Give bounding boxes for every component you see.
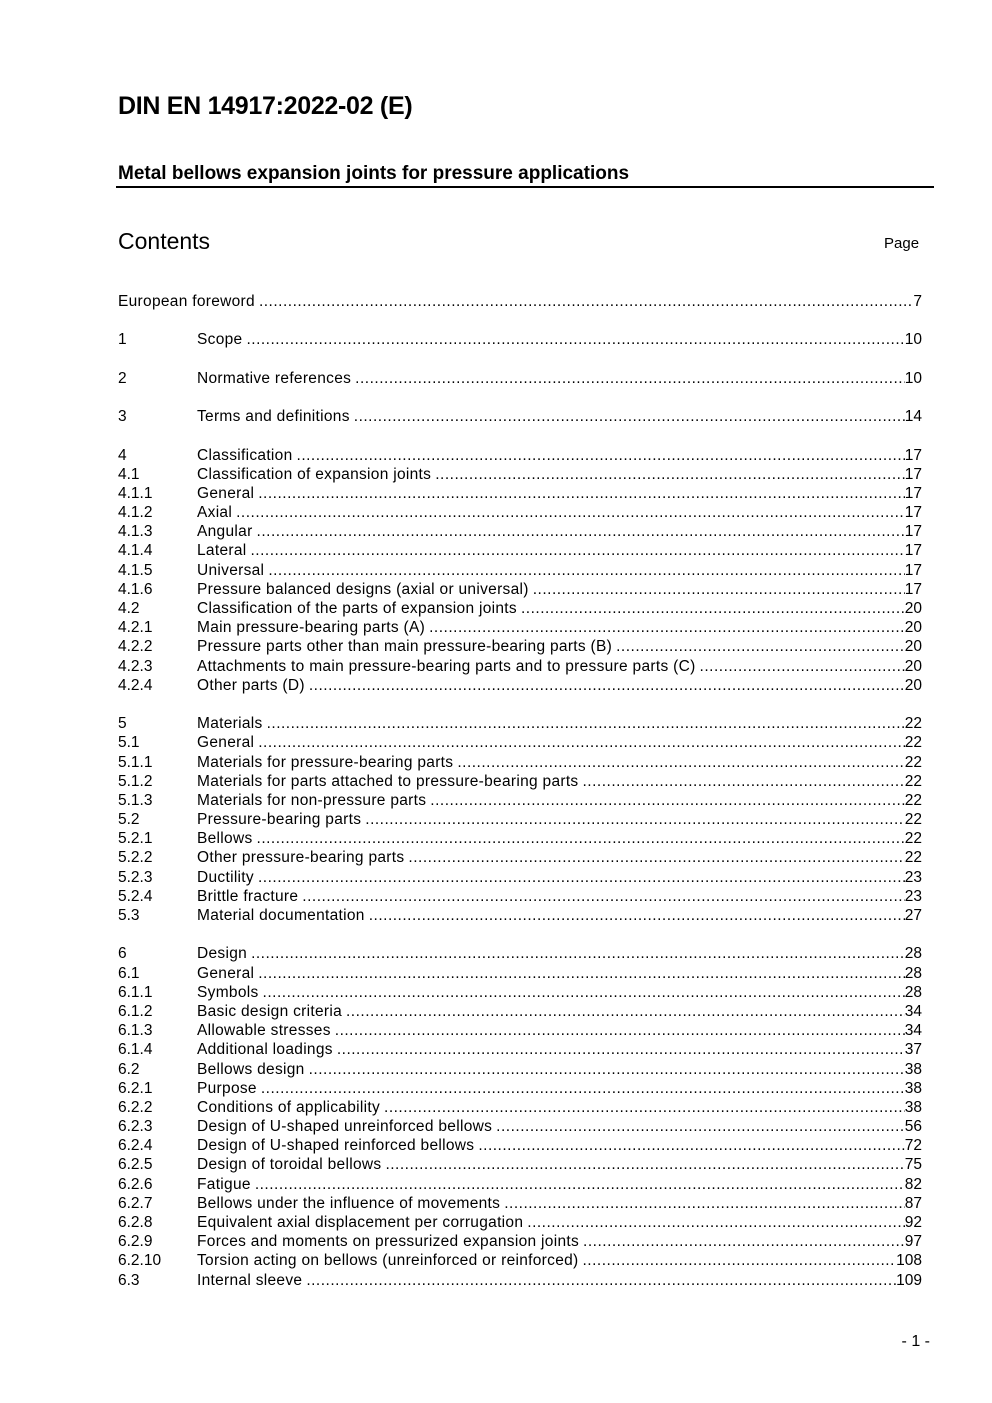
toc-entry-number: 4.1.1 [118, 484, 153, 502]
toc-entry[interactable] [118, 465, 922, 484]
toc-entry-title: Bellows under the influence of movements [197, 1194, 501, 1212]
toc-entry[interactable] [118, 1079, 922, 1098]
toc-entry[interactable] [118, 292, 922, 311]
toc-entry[interactable] [118, 772, 922, 791]
toc-entry-page: 17 [904, 561, 922, 579]
toc-leader-dots [521, 599, 905, 618]
toc-entry-title: Lateral [197, 542, 247, 560]
toc-entry-title: European foreword [118, 293, 255, 310]
table-of-contents [118, 292, 922, 1290]
toc-entry-number: 6.1 [118, 964, 140, 982]
toc-entry[interactable] [118, 1251, 922, 1270]
toc-entry-title: Torsion acting on bellows (unreinforced or reinforced) [197, 1252, 579, 1270]
toc-entry-number: 4.2.2 [118, 638, 153, 656]
toc-entry-page: 17 [904, 504, 922, 522]
toc-entry-page: 17 [904, 580, 922, 598]
toc-entry[interactable] [118, 714, 922, 733]
toc-entry-title: Design of U-shaped unreinforced bellows [197, 1118, 493, 1136]
toc-entry-number: 6.2 [118, 1060, 140, 1078]
toc-entry[interactable] [118, 1002, 922, 1021]
toc-entry[interactable] [118, 1175, 922, 1194]
toc-entry-page: 22 [904, 734, 922, 752]
toc-entry-title: Materials for parts attached to pressure-bearing parts [197, 772, 579, 790]
toc-entry[interactable] [118, 791, 922, 810]
toc-entry-page: 22 [904, 753, 922, 771]
toc-leader-dots [384, 1098, 905, 1117]
toc-entry-page: 20 [904, 600, 922, 617]
toc-entry-title: Design of U-shaped reinforced bellows [197, 1137, 475, 1155]
toc-entry-page: 14 [904, 408, 922, 426]
toc-entry-page: 17 [904, 465, 922, 483]
toc-entry-number: 5.1.3 [118, 791, 153, 809]
toc-entry-page: 22 [904, 830, 922, 848]
toc-leader-dots [478, 1136, 904, 1155]
toc-entry-number: 6.1.4 [118, 1041, 153, 1059]
toc-leader-dots [337, 1040, 905, 1059]
toc-entry-title: Forces and moments on pressurized expansion joints [197, 1233, 580, 1251]
toc-entry-number: 5.2.3 [118, 868, 153, 886]
toc-entry-page: 108 [896, 1252, 922, 1270]
toc-entry-title: Pressure parts other than main pressure-bearing parts (B) [197, 638, 613, 656]
toc-entry-page: 37 [904, 1041, 922, 1059]
toc-entry[interactable] [118, 848, 922, 867]
toc-entry-title: Conditions of applicability [197, 1098, 381, 1116]
toc-leader-dots [354, 407, 905, 426]
contents-heading: Contents [118, 228, 211, 254]
toc-entry-page: 10 [904, 369, 922, 387]
toc-entry-page: 72 [904, 1137, 922, 1155]
toc-entry-page: 38 [904, 1079, 922, 1097]
toc-entry-page: 23 [904, 868, 922, 886]
toc-leader-dots [309, 676, 905, 695]
toc-entry-page: 27 [904, 907, 922, 924]
toc-leader-dots [335, 1021, 905, 1040]
toc-entry-page: 7 [913, 293, 922, 310]
toc-leader-dots [251, 541, 905, 560]
toc-entry[interactable] [118, 446, 922, 465]
toc-entry[interactable] [118, 887, 922, 906]
toc-entry[interactable] [118, 1271, 922, 1290]
toc-entry-title: Basic design criteria [197, 1002, 342, 1020]
toc-entry-number: 6.2.4 [118, 1137, 153, 1155]
toc-entry-page: 20 [904, 657, 922, 675]
toc-leader-dots [259, 292, 913, 311]
toc-entry-page: 20 [904, 638, 922, 656]
toc-entry-title: Pressure-bearing parts [197, 811, 362, 829]
toc-entry[interactable] [118, 561, 922, 580]
toc-leader-dots [700, 657, 905, 676]
toc-entry-title: Fatigue [197, 1175, 251, 1193]
toc-entry[interactable] [118, 753, 922, 772]
toc-leader-dots [429, 618, 905, 637]
toc-entry[interactable] [118, 1098, 922, 1117]
toc-entry[interactable] [118, 637, 922, 656]
toc-entry-page: 38 [904, 1098, 922, 1116]
toc-entry-number: 4.1.4 [118, 542, 153, 560]
toc-leader-dots [246, 330, 904, 349]
toc-entry[interactable] [118, 868, 922, 887]
title-rule [116, 186, 934, 188]
toc-entry-title: Material documentation [197, 907, 365, 924]
toc-entry-title: Main pressure-bearing parts (A) [197, 619, 426, 637]
toc-entry-number: 6 [118, 945, 127, 963]
toc-entry-title: Allowable stresses [197, 1022, 331, 1040]
toc-entry[interactable] [118, 541, 922, 560]
toc-entry[interactable] [118, 1213, 922, 1232]
toc-entry-number: 6.1.2 [118, 1002, 153, 1020]
toc-leader-dots [496, 1117, 905, 1136]
toc-entry[interactable] [118, 484, 922, 503]
toc-entry-number: 4.2.1 [118, 619, 153, 637]
toc-entry-number: 4.2 [118, 600, 140, 617]
toc-entry-number: 5.1 [118, 734, 140, 752]
toc-entry-title: Classification of expansion joints [197, 465, 432, 483]
toc-entry-page: 87 [904, 1194, 922, 1212]
toc-entry-number: 4.1 [118, 465, 140, 483]
toc-leader-dots [309, 1060, 905, 1079]
toc-leader-dots [616, 637, 905, 656]
toc-entry[interactable] [118, 580, 922, 599]
toc-entry-number: 4 [118, 446, 127, 464]
toc-entry-number: 5.1.2 [118, 772, 153, 790]
toc-entry[interactable] [118, 1232, 922, 1251]
toc-entry-number: 5.2.2 [118, 849, 153, 867]
toc-entry-page: 22 [904, 715, 922, 733]
toc-entry-number: 4.1.3 [118, 523, 153, 541]
toc-entry[interactable] [118, 944, 922, 963]
toc-entry-page: 38 [904, 1060, 922, 1078]
toc-leader-dots [236, 503, 905, 522]
toc-entry[interactable] [118, 1117, 922, 1136]
toc-entry-title: Pressure balanced designs (axial or universal) [197, 580, 529, 598]
toc-leader-dots [346, 1002, 905, 1021]
page-column-heading: Page [884, 235, 920, 252]
toc-entry-number: 6.3 [118, 1271, 140, 1289]
toc-entry-title: Internal sleeve [197, 1271, 303, 1289]
toc-entry-page: 97 [904, 1233, 922, 1251]
toc-entry[interactable] [118, 657, 922, 676]
toc-entry-title: Materials for pressure-bearing parts [197, 753, 454, 771]
toc-entry-title: Universal [197, 561, 265, 579]
toc-entry[interactable] [118, 1021, 922, 1040]
toc-entry-number: 5.2 [118, 811, 140, 829]
toc-entry-title: Design [197, 945, 248, 963]
toc-entry-title: Materials for non-pressure parts [197, 791, 427, 809]
toc-entry-title: Classification [197, 446, 293, 464]
toc-entry-number: 5.1.1 [118, 753, 153, 771]
toc-entry-title: Attachments to main pressure-bearing parts and to pressure parts (C) [197, 657, 696, 675]
toc-entry-page: 23 [904, 887, 922, 905]
toc-entry-page: 28 [904, 945, 922, 963]
toc-entry-number: 6.2.3 [118, 1118, 153, 1136]
toc-entry[interactable] [118, 1060, 922, 1079]
toc-entry-title: Equivalent axial displacement per corrugation [197, 1214, 524, 1231]
toc-leader-dots [251, 944, 905, 963]
toc-entry-page: 92 [904, 1214, 922, 1231]
toc-entry[interactable] [118, 964, 922, 983]
toc-entry-page: 22 [904, 849, 922, 867]
toc-entry-page: 17 [904, 484, 922, 502]
toc-leader-dots [257, 829, 905, 848]
toc-entry-title: General [197, 734, 255, 752]
toc-entry-title: Purpose [197, 1079, 257, 1097]
toc-entry-page: 28 [904, 983, 922, 1001]
toc-entry-title: Ductility [197, 868, 254, 886]
toc-entry-title: Symbols [197, 983, 259, 1001]
page-number: - 1 - [901, 1333, 930, 1350]
toc-entry-title: Bellows [197, 830, 253, 848]
toc-entry[interactable] [118, 330, 922, 349]
toc-entry-title: Scope [197, 331, 243, 349]
toc-leader-dots [257, 522, 905, 541]
toc-leader-dots [385, 1155, 904, 1174]
toc-leader-dots [261, 1079, 905, 1098]
toc-entry-title: Bellows design [197, 1060, 305, 1078]
toc-leader-dots [430, 791, 904, 810]
toc-leader-dots [297, 446, 905, 465]
toc-entry-number: 5.2.4 [118, 887, 153, 905]
toc-entry-number: 6.2.6 [118, 1175, 153, 1193]
document-id: DIN EN 14917:2022-02 (E) [118, 92, 413, 120]
toc-entry-number: 3 [118, 408, 127, 426]
toc-entry-number: 5 [118, 715, 127, 733]
toc-entry-page: 17 [904, 542, 922, 560]
toc-entry[interactable] [118, 1194, 922, 1213]
toc-entry-number: 4.2.4 [118, 676, 153, 694]
toc-leader-dots [533, 580, 905, 599]
toc-entry-title: Other pressure-bearing parts [197, 849, 405, 867]
toc-entry[interactable] [118, 1136, 922, 1155]
toc-entry-number: 5.2.1 [118, 830, 153, 848]
toc-entry-page: 17 [904, 446, 922, 464]
toc-leader-dots [355, 369, 905, 388]
toc-entry-title: Terms and definitions [197, 408, 350, 426]
toc-entry[interactable] [118, 599, 922, 618]
toc-leader-dots [365, 810, 904, 829]
toc-entry-number: 5.3 [118, 907, 140, 924]
toc-entry-page: 22 [904, 772, 922, 790]
toc-entry-number: 6.2.1 [118, 1079, 153, 1097]
toc-entry[interactable] [118, 983, 922, 1002]
toc-entry-title: Axial [197, 504, 233, 522]
toc-entry-number: 4.1.5 [118, 561, 153, 579]
toc-leader-dots [583, 772, 905, 791]
toc-entry-number: 6.2.8 [118, 1214, 153, 1231]
toc-entry-page: 56 [904, 1118, 922, 1136]
toc-entry[interactable] [118, 1155, 922, 1174]
toc-entry-number: 4.1.2 [118, 504, 153, 522]
toc-entry-title: Classification of the parts of expansion joints [197, 600, 517, 617]
toc-entry-title: Design of toroidal bellows [197, 1156, 382, 1174]
toc-entry[interactable] [118, 369, 922, 388]
toc-entry-page: 22 [904, 811, 922, 829]
toc-leader-dots [408, 848, 904, 867]
toc-entry[interactable] [118, 618, 922, 637]
toc-entry-number: 6.2.9 [118, 1233, 153, 1251]
toc-entry-number: 6.1.1 [118, 983, 153, 1001]
toc-leader-dots [583, 1232, 905, 1251]
toc-leader-dots [258, 733, 905, 752]
toc-entry[interactable] [118, 810, 922, 829]
toc-entry-title: Brittle fracture [197, 887, 299, 905]
toc-entry-title: Normative references [197, 369, 352, 387]
toc-entry[interactable] [118, 829, 922, 848]
toc-entry-number: 6.2.10 [118, 1252, 162, 1270]
toc-leader-dots [263, 983, 905, 1002]
toc-entry-page: 20 [904, 676, 922, 694]
toc-leader-dots [255, 1175, 905, 1194]
toc-entry-page: 10 [904, 331, 922, 349]
toc-entry-page: 17 [904, 523, 922, 541]
toc-entry-page: 28 [904, 964, 922, 982]
toc-entry[interactable] [118, 503, 922, 522]
toc-leader-dots [306, 1271, 896, 1290]
toc-entry-page: 109 [896, 1271, 922, 1289]
toc-entry-title: General [197, 484, 255, 502]
toc-entry-number: 4.2.3 [118, 657, 153, 675]
toc-leader-dots [527, 1213, 904, 1232]
toc-entry[interactable] [118, 733, 922, 752]
toc-leader-dots [258, 868, 905, 887]
toc-entry-number: 4.1.6 [118, 580, 153, 598]
toc-entry[interactable] [118, 676, 922, 695]
toc-entry-title: General [197, 964, 255, 982]
toc-leader-dots [258, 964, 905, 983]
toc-entry-page: 20 [904, 619, 922, 637]
toc-entry-title: Angular [197, 523, 253, 541]
toc-entry-number: 6.2.5 [118, 1156, 153, 1174]
toc-leader-dots [302, 887, 904, 906]
toc-entry-title: Other parts (D) [197, 676, 305, 694]
toc-entry[interactable] [118, 1040, 922, 1059]
toc-entry-number: 6.2.2 [118, 1098, 153, 1116]
toc-leader-dots [268, 561, 904, 580]
toc-leader-dots [583, 1251, 897, 1270]
toc-entry-number: 6.2.7 [118, 1194, 153, 1212]
toc-entry-number: 2 [118, 369, 127, 387]
toc-leader-dots [435, 465, 905, 484]
toc-entry-page: 75 [904, 1156, 922, 1174]
toc-entry[interactable] [118, 906, 922, 925]
toc-entry-number: 6.1.3 [118, 1022, 153, 1040]
document-subtitle: Metal bellows expansion joints for pressure applications [118, 163, 630, 184]
toc-leader-dots [267, 714, 905, 733]
toc-leader-dots [369, 906, 905, 925]
toc-leader-dots [457, 753, 904, 772]
toc-entry[interactable] [118, 407, 922, 426]
toc-entry-page: 34 [904, 1022, 922, 1040]
toc-entry-title: Additional loadings [197, 1041, 333, 1059]
toc-entry-page: 82 [904, 1175, 922, 1193]
toc-leader-dots [258, 484, 905, 503]
toc-entry-number: 1 [118, 331, 127, 349]
toc-entry[interactable] [118, 522, 922, 541]
toc-leader-dots [504, 1194, 905, 1213]
toc-entry-title: Materials [197, 715, 263, 733]
toc-entry-page: 34 [904, 1002, 922, 1020]
toc-entry-page: 22 [904, 791, 922, 809]
